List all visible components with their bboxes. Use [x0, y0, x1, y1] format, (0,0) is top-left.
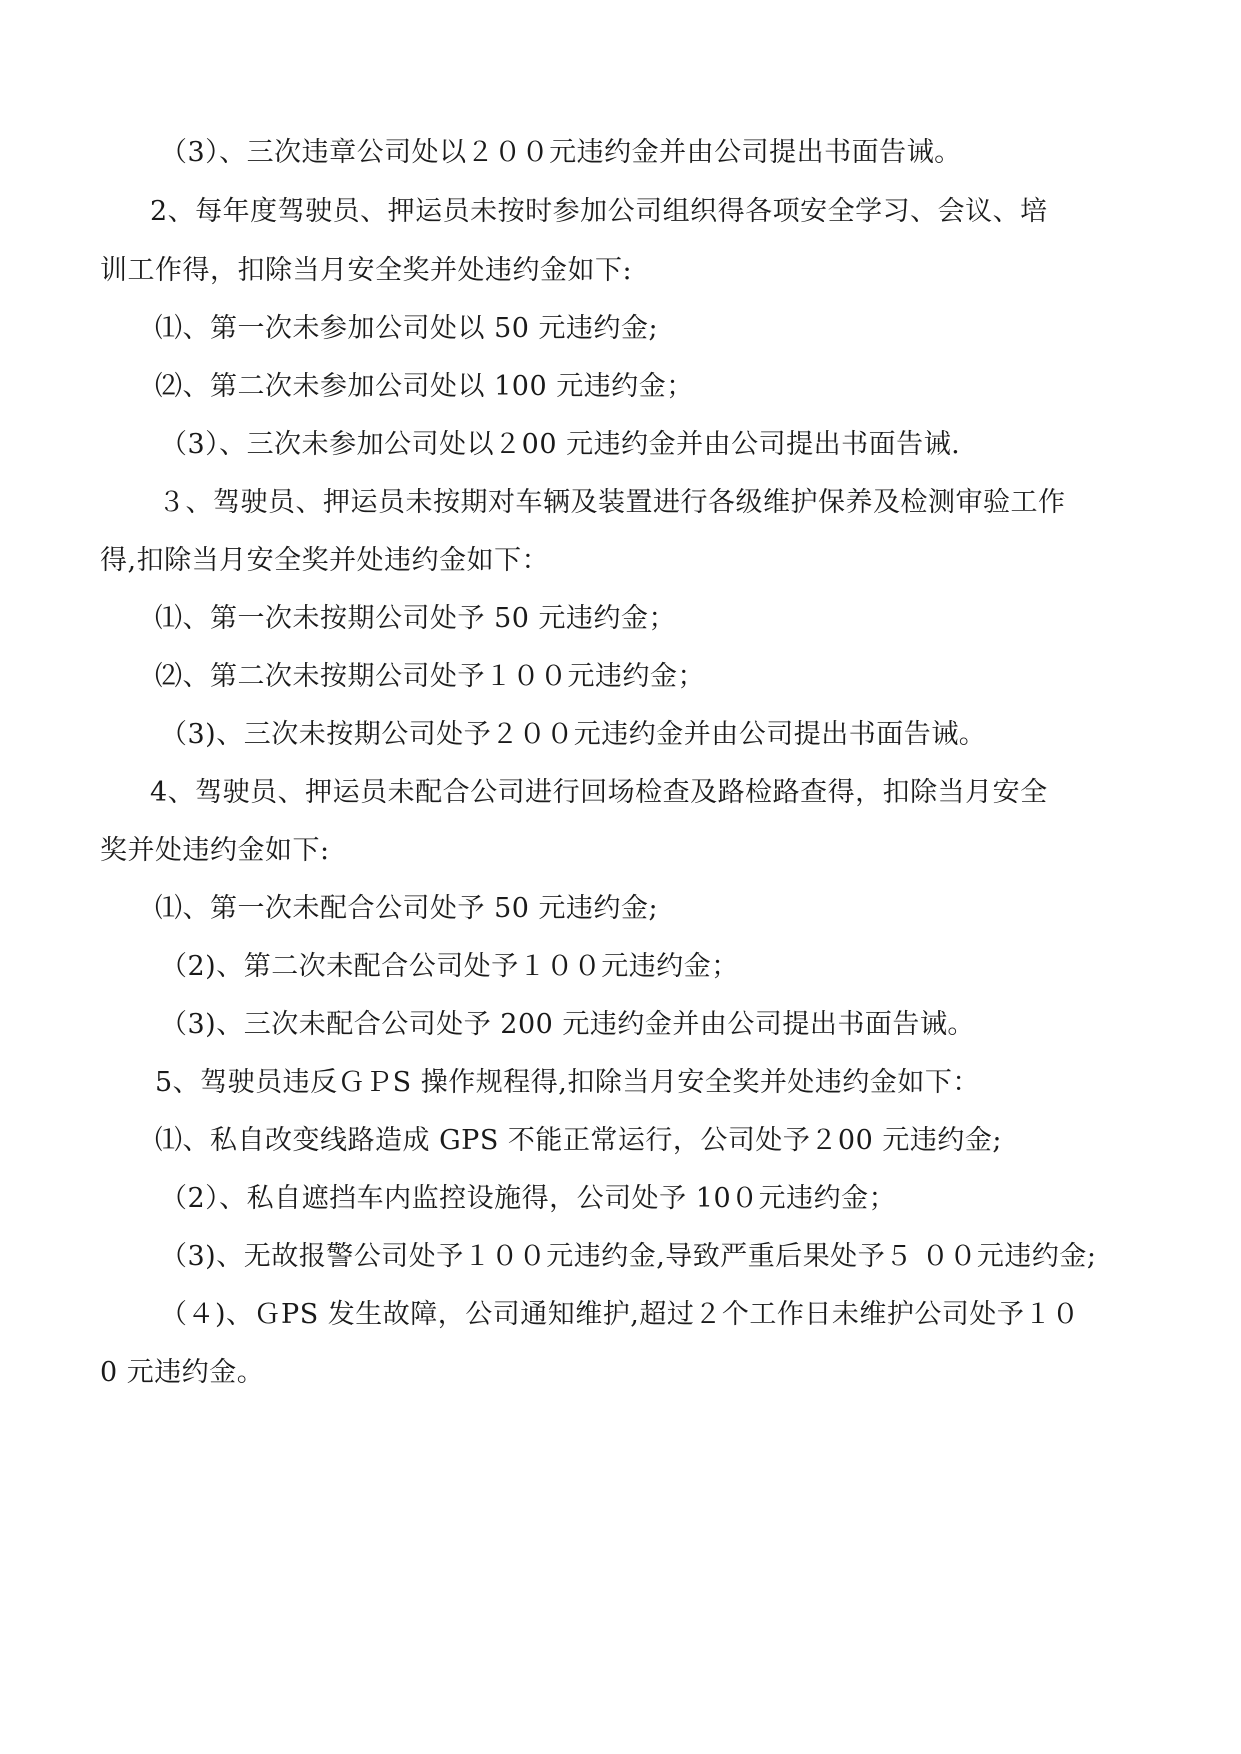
- paragraph-line-19: （2）、私自遮挡车内监控设施得，公司处予 10０元违约金；: [160, 1183, 897, 1214]
- paragraph-line-14: ⑴、第一次未配合公司处予 50 元违约金;: [155, 893, 659, 924]
- paragraph-line-21: （４)、ＧPS 发生故障，公司通知维护,超过２个工作日未维护公司处予１０: [160, 1299, 1080, 1330]
- paragraph-line-17: 5、驾驶员违反ＧＰS 操作规程得,扣除当月安全奖并处违约金如下：: [155, 1067, 980, 1098]
- paragraph-line-8: 得,扣除当月安全奖并处违约金如下：: [100, 545, 550, 576]
- paragraph-line-16: （3)、三次未配合公司处予 200 元违约金并由公司提出书面告诫。: [160, 1009, 975, 1040]
- paragraph-line-3: 训工作得，扣除当月安全奖并处违约金如下:: [100, 255, 633, 286]
- paragraph-line-9: ⑴、第一次未按期公司处予 50 元违约金；: [155, 603, 677, 634]
- paragraph-line-1: （3）、三次违章公司处以２００元违约金并由公司提出书面告诫。: [160, 137, 962, 168]
- paragraph-line-4: ⑴、第一次未参加公司处以 50 元违约金;: [155, 313, 659, 344]
- paragraph-line-13: 奖并处违约金如下:: [100, 835, 330, 866]
- paragraph-line-22: 0 元违约金。: [100, 1357, 265, 1388]
- paragraph-line-20: （3)、无故报警公司处予１００元违约金,导致严重后果处予５ ００元违约金;: [160, 1241, 1097, 1272]
- paragraph-line-2: 2、每年度驾驶员、押运员未按时参加公司组织得各项安全学习、会议、培: [150, 196, 1048, 227]
- paragraph-line-15: （2)、第二次未配合公司处予１００元违约金；: [160, 951, 739, 982]
- paragraph-line-6: （3）、三次未参加公司处以２00 元违约金并由公司提出书面告诫.: [160, 429, 961, 460]
- paragraph-line-18: ⑴、私自改变线路造成 GPS 不能正常运行，公司处予２00 元违约金;: [155, 1125, 1002, 1156]
- paragraph-line-7: ３、驾驶员、押运员未按期对车辆及装置进行各级维护保养及检测审验工作: [158, 487, 1066, 518]
- paragraph-line-12: 4、驾驶员、押运员未配合公司进行回场检查及路检路查得，扣除当月安全: [150, 777, 1048, 808]
- paragraph-line-11: （3)、三次未按期公司处予２００元违约金并由公司提出书面告诫。: [160, 719, 987, 750]
- paragraph-line-10: ⑵、第二次未按期公司处予１００元违约金；: [155, 661, 705, 692]
- paragraph-line-5: ⑵、第二次未参加公司处以 100 元违约金；: [155, 371, 694, 402]
